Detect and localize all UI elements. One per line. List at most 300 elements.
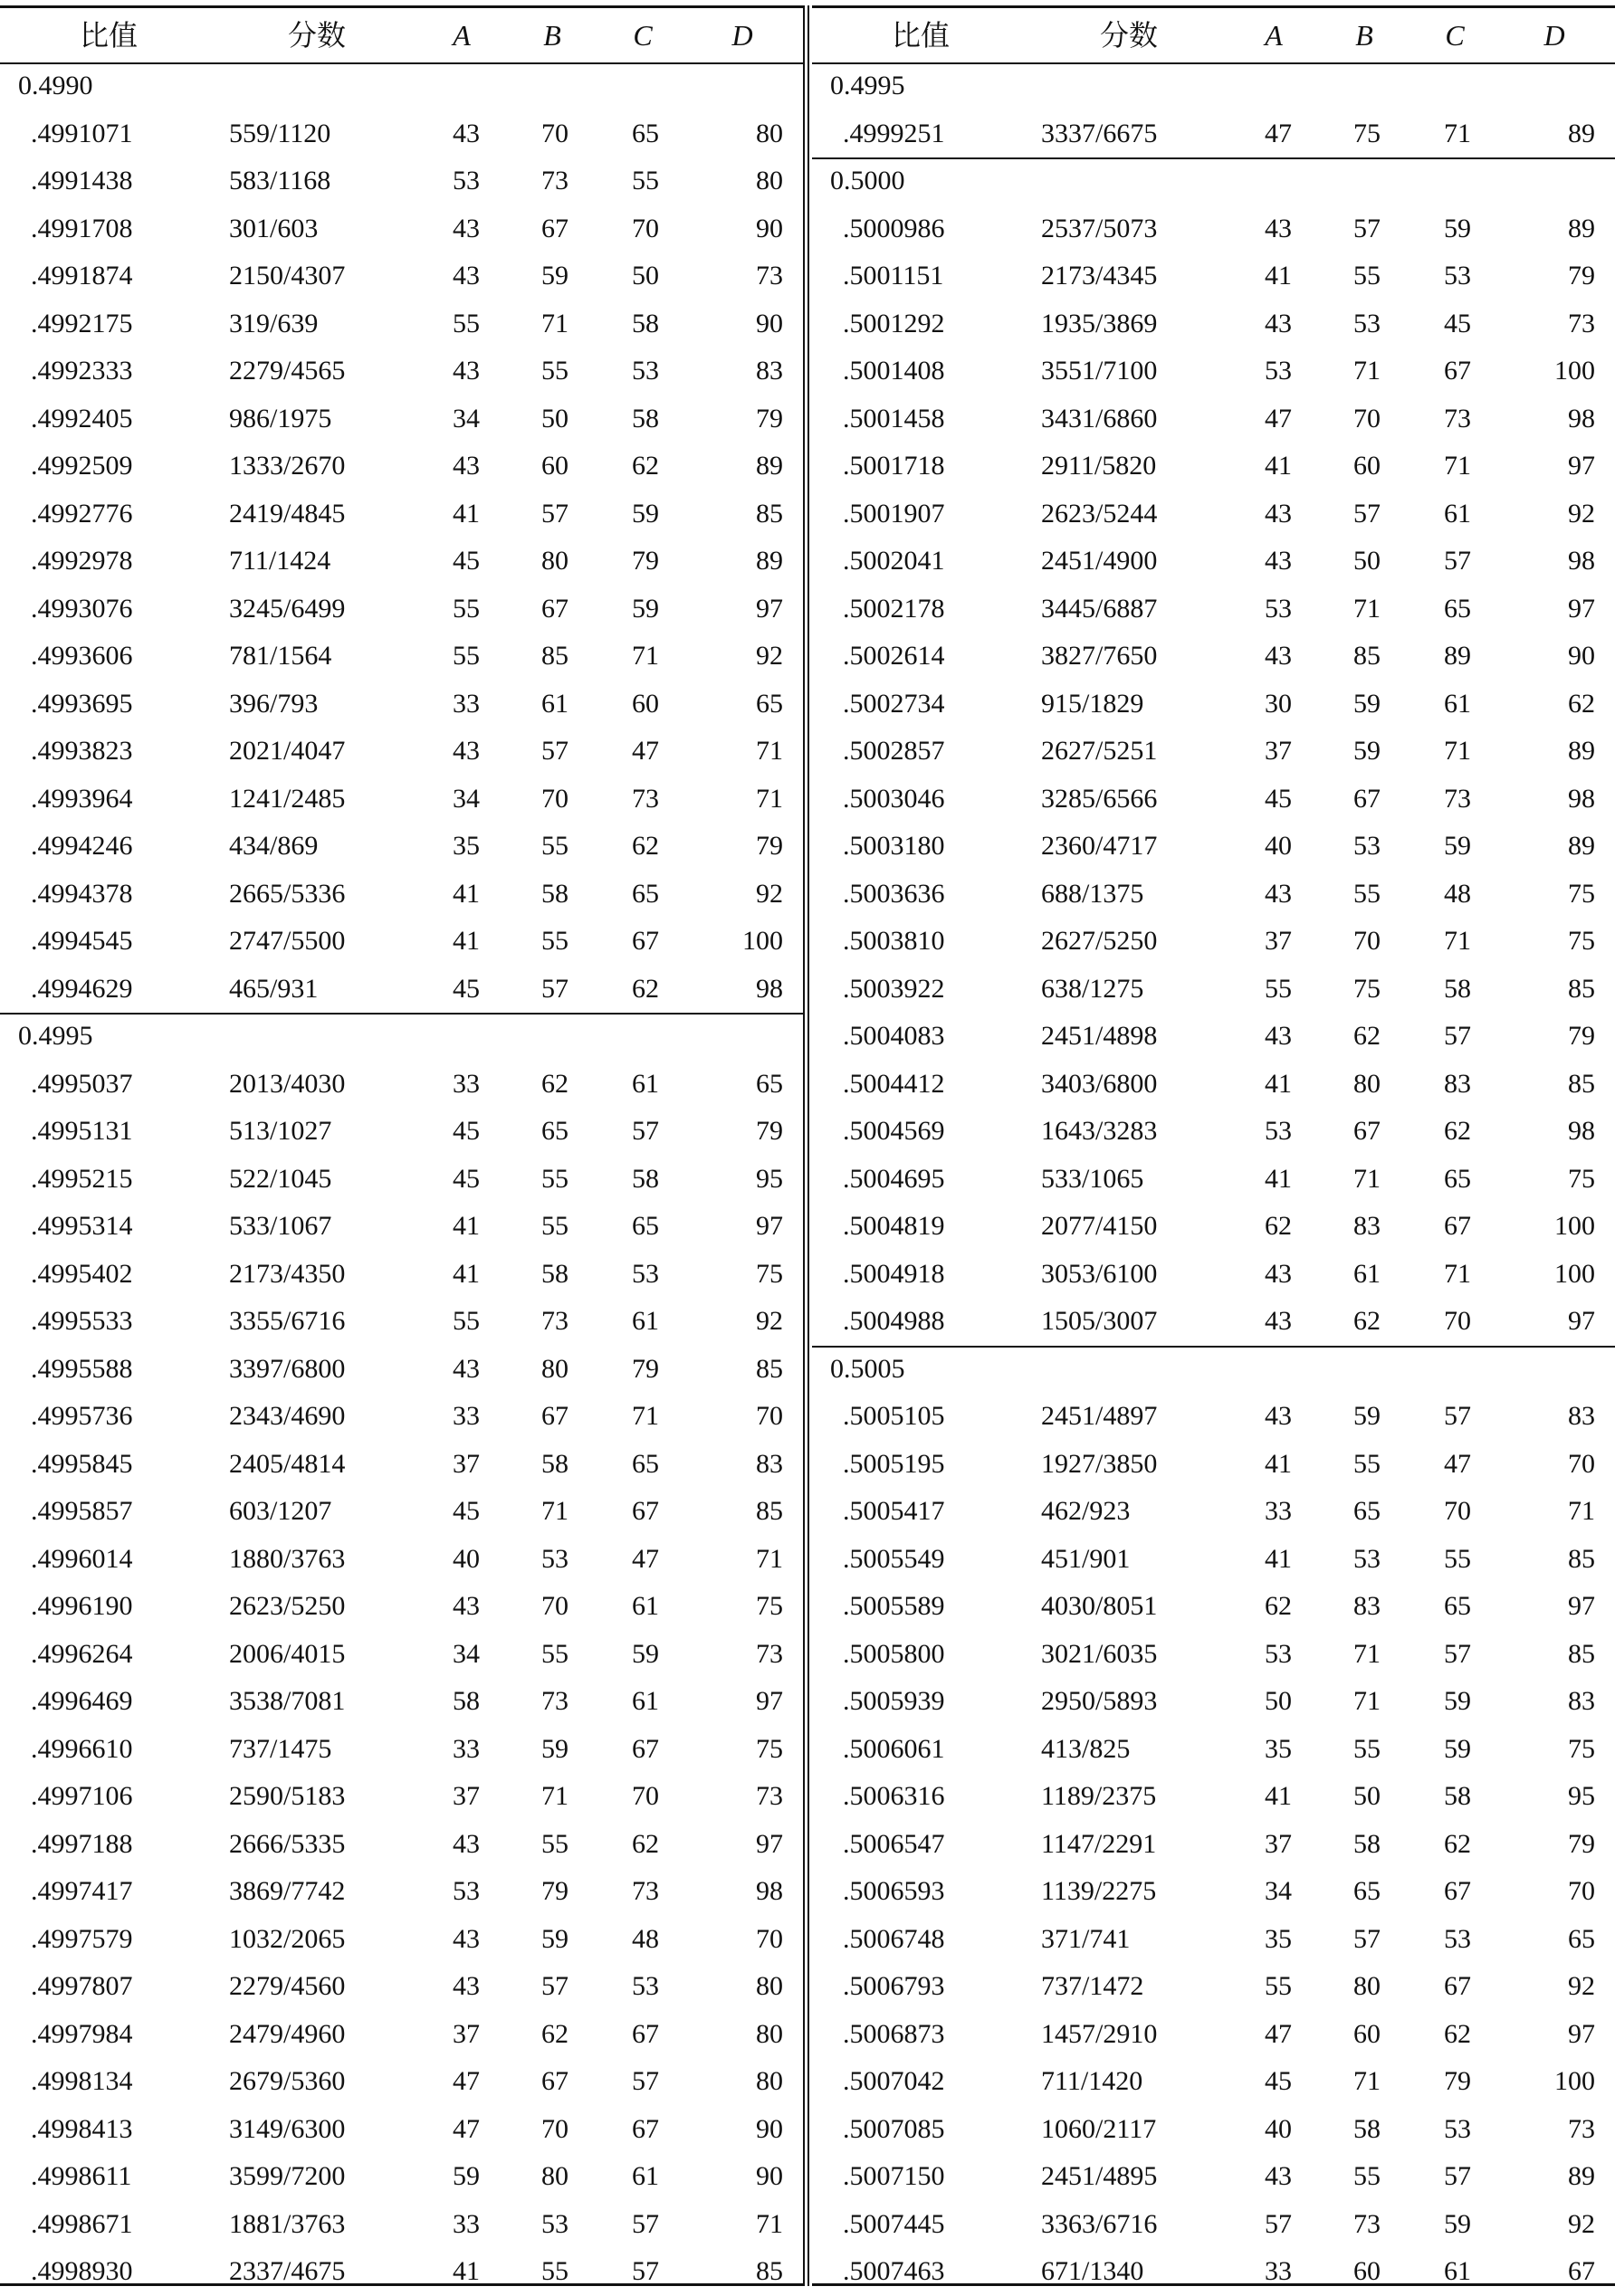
ratio-cell: .4992405 bbox=[31, 403, 133, 433]
table-row bbox=[812, 348, 1615, 395]
ratio-cell: .5002178 bbox=[843, 593, 945, 624]
ratio-cell: .4996190 bbox=[31, 1591, 133, 1621]
ratio-cell: .5003636 bbox=[843, 878, 945, 909]
ratio-cell: .4992978 bbox=[31, 546, 133, 576]
d-cell: 79 bbox=[756, 831, 783, 861]
d-cell: 80 bbox=[756, 1971, 783, 2001]
ratio-cell: .5001151 bbox=[843, 261, 944, 291]
table-row bbox=[812, 491, 1615, 538]
table-row bbox=[812, 1156, 1615, 1204]
table-row bbox=[812, 1631, 1615, 1679]
table-row bbox=[0, 1251, 803, 1299]
ratio-cell: .5006547 bbox=[843, 1828, 945, 1859]
ratio-cell: .5001292 bbox=[843, 308, 945, 338]
d-cell: 85 bbox=[1568, 1638, 1595, 1669]
a-cell: 34 bbox=[453, 783, 480, 814]
d-cell: 67 bbox=[1568, 2256, 1595, 2286]
d-cell: 65 bbox=[1568, 1923, 1595, 1954]
d-cell: 89 bbox=[756, 451, 783, 481]
d-cell: 97 bbox=[756, 593, 783, 624]
d-cell: 75 bbox=[1568, 926, 1595, 956]
a-cell: 41 bbox=[1265, 1781, 1292, 1811]
fraction-cell: 583/1168 bbox=[229, 166, 331, 195]
b-cell: 55 bbox=[541, 1638, 569, 1669]
d-cell: 80 bbox=[756, 2018, 783, 2049]
fraction-cell: 2021/4047 bbox=[229, 736, 346, 766]
a-cell: 41 bbox=[1265, 1448, 1292, 1479]
d-cell: 97 bbox=[1568, 2018, 1595, 2049]
a-cell: 33 bbox=[453, 1733, 480, 1764]
d-cell: 80 bbox=[756, 166, 783, 195]
c-cell: 62 bbox=[632, 973, 659, 1004]
table-row bbox=[0, 871, 803, 919]
a-cell: 43 bbox=[453, 1353, 480, 1384]
a-cell: 43 bbox=[1265, 1021, 1292, 1051]
fraction-cell: 1505/3007 bbox=[1041, 1306, 1158, 1336]
c-cell: 65 bbox=[1444, 593, 1471, 624]
table-row bbox=[812, 252, 1615, 300]
ratio-cell: .5006061 bbox=[843, 1733, 945, 1764]
ratio-cell: .5000986 bbox=[843, 213, 945, 243]
b-cell: 60 bbox=[1353, 451, 1381, 481]
b-cell: 58 bbox=[1353, 2113, 1381, 2144]
a-cell: 33 bbox=[1265, 1496, 1292, 1526]
a-cell: 43 bbox=[1265, 2161, 1292, 2191]
b-cell: 55 bbox=[541, 831, 569, 861]
fraction-cell: 3869/7742 bbox=[229, 1876, 346, 1906]
d-cell: 98 bbox=[756, 973, 783, 1004]
c-cell: 47 bbox=[632, 736, 659, 766]
d-cell: 73 bbox=[756, 1638, 783, 1669]
b-cell: 70 bbox=[1353, 403, 1381, 433]
ratio-cell: .5004569 bbox=[843, 1116, 945, 1146]
c-cell: 45 bbox=[1444, 308, 1471, 338]
c-cell: 65 bbox=[632, 118, 659, 148]
b-cell: 59 bbox=[541, 1923, 569, 1954]
fraction-cell: 2173/4345 bbox=[1041, 261, 1158, 291]
a-cell: 43 bbox=[1265, 213, 1292, 243]
b-cell: 59 bbox=[1353, 736, 1381, 766]
ratio-cell: .5007042 bbox=[843, 2066, 945, 2096]
c-cell: 57 bbox=[1444, 1021, 1471, 1051]
fraction-cell: 2451/4900 bbox=[1041, 546, 1158, 576]
ratio-cell: .5001408 bbox=[843, 356, 945, 386]
fraction-cell: 2279/4560 bbox=[229, 1971, 346, 2001]
ratio-cell: .5005800 bbox=[843, 1638, 945, 1669]
b-cell: 83 bbox=[1353, 1591, 1381, 1621]
ratio-cell: .5006593 bbox=[843, 1876, 945, 1906]
table-row bbox=[0, 491, 803, 538]
a-cell: 43 bbox=[1265, 641, 1292, 671]
a-cell: 43 bbox=[453, 451, 480, 481]
b-cell: 73 bbox=[541, 1306, 569, 1336]
fraction-cell: 4030/8051 bbox=[1041, 1591, 1158, 1621]
d-cell: 98 bbox=[1568, 403, 1595, 433]
a-cell: 43 bbox=[1265, 878, 1292, 909]
d-cell: 92 bbox=[1568, 498, 1595, 529]
table-row bbox=[0, 1726, 803, 1774]
table-row bbox=[0, 1298, 803, 1346]
c-cell: 67 bbox=[632, 1496, 659, 1526]
ratio-cell: .4997984 bbox=[31, 2018, 133, 2049]
d-cell: 89 bbox=[1568, 2161, 1595, 2191]
b-cell: 55 bbox=[541, 1211, 569, 1241]
table-row bbox=[0, 2106, 803, 2154]
header-a: A bbox=[453, 19, 471, 52]
table-row bbox=[0, 2248, 803, 2296]
ratio-cell: .5006793 bbox=[843, 1971, 945, 2001]
b-cell: 50 bbox=[1353, 1781, 1381, 1811]
d-cell: 79 bbox=[756, 403, 783, 433]
a-cell: 43 bbox=[453, 213, 480, 243]
a-cell: 34 bbox=[453, 403, 480, 433]
table-row bbox=[812, 633, 1615, 681]
table-row bbox=[812, 300, 1615, 348]
group-heading-row bbox=[0, 62, 803, 110]
b-cell: 58 bbox=[1353, 1828, 1381, 1859]
c-cell: 67 bbox=[632, 2018, 659, 2049]
d-cell: 100 bbox=[742, 926, 783, 956]
table-row bbox=[0, 157, 803, 205]
ratio-cell: .5004412 bbox=[843, 1068, 945, 1099]
header-d: D bbox=[1543, 19, 1565, 52]
table-row bbox=[0, 728, 803, 776]
b-cell: 71 bbox=[1353, 1638, 1381, 1669]
a-cell: 47 bbox=[1265, 118, 1292, 148]
c-cell: 62 bbox=[1444, 1116, 1471, 1146]
c-cell: 57 bbox=[632, 2208, 659, 2239]
ratio-cell: .4997807 bbox=[31, 1971, 133, 2001]
a-cell: 43 bbox=[1265, 498, 1292, 529]
d-cell: 73 bbox=[756, 1781, 783, 1811]
table-right-half bbox=[812, 5, 1615, 2286]
fraction-cell: 2666/5335 bbox=[229, 1828, 346, 1859]
table-row bbox=[0, 1346, 803, 1394]
header-ratio: 比值 bbox=[79, 19, 138, 52]
table-row bbox=[0, 443, 803, 491]
ratio-cell: .5007085 bbox=[843, 2113, 945, 2144]
d-cell: 100 bbox=[1554, 2066, 1595, 2096]
table-row bbox=[0, 2058, 803, 2106]
a-cell: 47 bbox=[453, 2113, 480, 2144]
a-cell: 37 bbox=[453, 1448, 480, 1479]
c-cell: 47 bbox=[1444, 1448, 1471, 1479]
fraction-cell: 2950/5893 bbox=[1041, 1686, 1158, 1716]
ratio-cell: .4991874 bbox=[31, 261, 133, 291]
fraction-cell: 1189/2375 bbox=[1041, 1781, 1157, 1811]
ratio-cell: .5004083 bbox=[843, 1021, 945, 1051]
c-cell: 70 bbox=[1444, 1306, 1471, 1336]
c-cell: 71 bbox=[1444, 736, 1471, 766]
fraction-cell: 559/1120 bbox=[229, 118, 331, 148]
c-cell: 57 bbox=[1444, 2161, 1471, 2191]
table-row bbox=[0, 1536, 803, 1584]
d-cell: 97 bbox=[756, 1211, 783, 1241]
ratio-cell: .4994246 bbox=[31, 831, 133, 861]
group-label: 0.4995 bbox=[830, 71, 905, 100]
a-cell: 40 bbox=[453, 1543, 480, 1574]
a-cell: 43 bbox=[453, 1923, 480, 1954]
ratio-cell: .5003046 bbox=[843, 783, 945, 814]
b-cell: 55 bbox=[1353, 2161, 1381, 2191]
b-cell: 73 bbox=[1353, 2208, 1381, 2239]
table-row bbox=[0, 300, 803, 348]
table-row bbox=[0, 1393, 803, 1441]
d-cell: 83 bbox=[756, 1448, 783, 1479]
a-cell: 45 bbox=[453, 973, 480, 1004]
a-cell: 53 bbox=[1265, 593, 1292, 624]
ratio-cell: .5001458 bbox=[843, 403, 945, 433]
c-cell: 55 bbox=[1444, 1543, 1471, 1574]
ratio-cell: .4996264 bbox=[31, 1638, 133, 1669]
d-cell: 71 bbox=[756, 736, 783, 766]
d-cell: 79 bbox=[1568, 1021, 1595, 1051]
b-cell: 67 bbox=[541, 593, 569, 624]
c-cell: 61 bbox=[1444, 688, 1471, 719]
table-row bbox=[812, 776, 1615, 824]
b-cell: 73 bbox=[541, 166, 569, 195]
fraction-cell: 533/1067 bbox=[229, 1211, 332, 1241]
ratio-cell: .4995037 bbox=[31, 1068, 133, 1099]
d-cell: 85 bbox=[1568, 973, 1595, 1004]
group-label: 0.5000 bbox=[830, 166, 905, 195]
fraction-cell: 3363/6716 bbox=[1041, 2208, 1158, 2239]
a-cell: 41 bbox=[453, 498, 480, 529]
a-cell: 41 bbox=[1265, 1068, 1292, 1099]
c-cell: 73 bbox=[632, 1876, 659, 1906]
table-row bbox=[0, 1631, 803, 1679]
b-cell: 70 bbox=[541, 2113, 569, 2144]
ratio-cell: .5005195 bbox=[843, 1448, 945, 1479]
bottom-rule bbox=[812, 2283, 1615, 2286]
c-cell: 65 bbox=[1444, 1163, 1471, 1194]
d-cell: 100 bbox=[1554, 356, 1595, 386]
b-cell: 57 bbox=[1353, 213, 1381, 243]
d-cell: 90 bbox=[756, 2161, 783, 2191]
fraction-cell: 915/1829 bbox=[1041, 688, 1144, 719]
group-heading-row bbox=[0, 1013, 803, 1061]
d-cell: 85 bbox=[1568, 1543, 1595, 1574]
fraction-cell: 638/1275 bbox=[1041, 973, 1144, 1004]
ratio-cell: .5006748 bbox=[843, 1923, 945, 1954]
fraction-cell: 711/1424 bbox=[229, 546, 331, 576]
ratio-cell: .4992776 bbox=[31, 498, 133, 529]
c-cell: 65 bbox=[632, 1448, 659, 1479]
d-cell: 92 bbox=[1568, 1971, 1595, 2001]
c-cell: 48 bbox=[1444, 878, 1471, 909]
table-row bbox=[812, 2058, 1615, 2106]
a-cell: 43 bbox=[453, 356, 480, 386]
b-cell: 71 bbox=[1353, 2066, 1381, 2096]
table-row bbox=[0, 2011, 803, 2059]
c-cell: 71 bbox=[632, 1401, 659, 1431]
fraction-cell: 513/1027 bbox=[229, 1116, 332, 1146]
b-cell: 75 bbox=[1353, 973, 1381, 1004]
table-row bbox=[812, 443, 1615, 491]
d-cell: 73 bbox=[1568, 2113, 1595, 2144]
d-cell: 97 bbox=[756, 1828, 783, 1859]
d-cell: 97 bbox=[1568, 1306, 1595, 1336]
c-cell: 73 bbox=[1444, 783, 1471, 814]
c-cell: 79 bbox=[1444, 2066, 1471, 2096]
d-cell: 73 bbox=[756, 261, 783, 291]
header-c: C bbox=[1445, 19, 1465, 52]
b-cell: 62 bbox=[1353, 1021, 1381, 1051]
b-cell: 71 bbox=[1353, 1163, 1381, 1194]
b-cell: 62 bbox=[541, 1068, 569, 1099]
table-row bbox=[0, 205, 803, 253]
d-cell: 73 bbox=[1568, 308, 1595, 338]
fraction-cell: 3599/7200 bbox=[229, 2161, 346, 2191]
fraction-cell: 2627/5250 bbox=[1041, 926, 1158, 956]
b-cell: 55 bbox=[541, 2256, 569, 2286]
b-cell: 59 bbox=[541, 261, 569, 291]
ratio-cell: .4996014 bbox=[31, 1543, 133, 1574]
c-cell: 73 bbox=[632, 783, 659, 814]
b-cell: 57 bbox=[541, 1971, 569, 2001]
table-row bbox=[0, 1488, 803, 1536]
d-cell: 90 bbox=[756, 308, 783, 338]
table-row bbox=[0, 1821, 803, 1869]
a-cell: 34 bbox=[1265, 1876, 1292, 1906]
c-cell: 48 bbox=[632, 1923, 659, 1954]
b-cell: 59 bbox=[541, 1733, 569, 1764]
table-row bbox=[812, 586, 1615, 634]
b-cell: 59 bbox=[1353, 688, 1381, 719]
d-cell: 90 bbox=[1568, 641, 1595, 671]
c-cell: 57 bbox=[632, 1116, 659, 1146]
ratio-cell: .4998611 bbox=[31, 2161, 132, 2191]
fraction-cell: 1333/2670 bbox=[229, 451, 346, 481]
fraction-cell: 3337/6675 bbox=[1041, 118, 1158, 148]
c-cell: 67 bbox=[1444, 1971, 1471, 2001]
table-row bbox=[812, 1678, 1615, 1726]
table-row bbox=[812, 1013, 1615, 1061]
table-row bbox=[0, 966, 803, 1015]
a-cell: 53 bbox=[1265, 1116, 1292, 1146]
b-cell: 83 bbox=[1353, 1211, 1381, 1241]
d-cell: 89 bbox=[1568, 213, 1595, 243]
fraction-cell: 2006/4015 bbox=[229, 1638, 346, 1669]
fraction-cell: 2590/5183 bbox=[229, 1781, 346, 1811]
fraction-cell: 396/793 bbox=[229, 688, 319, 719]
b-cell: 53 bbox=[1353, 1543, 1381, 1574]
table-row bbox=[812, 681, 1615, 729]
d-cell: 71 bbox=[756, 2208, 783, 2239]
table-row bbox=[0, 918, 803, 966]
fraction-cell: 688/1375 bbox=[1041, 878, 1144, 909]
fraction-cell: 2679/5360 bbox=[229, 2066, 346, 2096]
a-cell: 41 bbox=[1265, 451, 1292, 481]
b-cell: 67 bbox=[541, 1401, 569, 1431]
ratio-cell: .4992175 bbox=[31, 308, 133, 338]
ratio-cell: .5005939 bbox=[843, 1686, 945, 1716]
table-row bbox=[812, 1868, 1615, 1916]
table-row bbox=[0, 1773, 803, 1821]
d-cell: 92 bbox=[756, 878, 783, 909]
b-cell: 70 bbox=[541, 783, 569, 814]
a-cell: 62 bbox=[1265, 1211, 1292, 1241]
header-c: C bbox=[633, 19, 653, 52]
d-cell: 95 bbox=[1568, 1781, 1595, 1811]
c-cell: 59 bbox=[1444, 2208, 1471, 2239]
d-cell: 79 bbox=[1568, 1828, 1595, 1859]
table-row bbox=[0, 633, 803, 681]
fraction-cell: 2747/5500 bbox=[229, 926, 346, 956]
ratio-cell: .5006316 bbox=[843, 1781, 945, 1811]
b-cell: 71 bbox=[1353, 593, 1381, 624]
header-d: D bbox=[731, 19, 753, 52]
table-row bbox=[812, 1251, 1615, 1299]
d-cell: 62 bbox=[1568, 688, 1595, 719]
a-cell: 33 bbox=[453, 688, 480, 719]
b-cell: 67 bbox=[541, 213, 569, 243]
c-cell: 89 bbox=[1444, 641, 1471, 671]
fraction-cell: 434/869 bbox=[229, 831, 319, 861]
fraction-cell: 3285/6566 bbox=[1041, 783, 1158, 814]
c-cell: 70 bbox=[1444, 1496, 1471, 1526]
d-cell: 65 bbox=[756, 688, 783, 719]
table-row bbox=[0, 110, 803, 158]
ratio-cell: .4991071 bbox=[31, 118, 133, 148]
c-cell: 59 bbox=[632, 593, 659, 624]
ratio-cell: .4997106 bbox=[31, 1781, 133, 1811]
ratio-cell: .5007445 bbox=[843, 2208, 945, 2239]
b-cell: 50 bbox=[541, 403, 569, 433]
d-cell: 92 bbox=[1568, 2208, 1595, 2239]
b-cell: 85 bbox=[1353, 641, 1381, 671]
a-cell: 55 bbox=[453, 593, 480, 624]
c-cell: 59 bbox=[1444, 1686, 1471, 1716]
fraction-cell: 1935/3869 bbox=[1041, 308, 1158, 338]
a-cell: 40 bbox=[1265, 831, 1292, 861]
b-cell: 65 bbox=[1353, 1876, 1381, 1906]
c-cell: 58 bbox=[632, 1163, 659, 1194]
c-cell: 55 bbox=[632, 166, 659, 195]
table-row bbox=[812, 1916, 1615, 1964]
b-cell: 57 bbox=[541, 736, 569, 766]
table-row bbox=[0, 586, 803, 634]
table-row bbox=[812, 728, 1615, 776]
ratio-cell: .4993823 bbox=[31, 736, 133, 766]
fraction-cell: 986/1975 bbox=[229, 403, 332, 433]
table-left-half bbox=[0, 5, 803, 2286]
ratio-cell: .4998134 bbox=[31, 2066, 133, 2096]
table-row bbox=[0, 1108, 803, 1156]
c-cell: 67 bbox=[632, 2113, 659, 2144]
b-cell: 75 bbox=[1353, 118, 1381, 148]
a-cell: 45 bbox=[453, 1116, 480, 1146]
d-cell: 75 bbox=[1568, 1733, 1595, 1764]
ratio-cell: .4997188 bbox=[31, 1828, 133, 1859]
fraction-cell: 1881/3763 bbox=[229, 2208, 346, 2239]
ratio-cell: .5002857 bbox=[843, 736, 945, 766]
d-cell: 85 bbox=[756, 1496, 783, 1526]
d-cell: 80 bbox=[756, 2066, 783, 2096]
fraction-cell: 2343/4690 bbox=[229, 1401, 346, 1431]
d-cell: 80 bbox=[756, 118, 783, 148]
table-row bbox=[0, 823, 803, 871]
fraction-cell: 465/931 bbox=[229, 973, 319, 1004]
c-cell: 59 bbox=[1444, 831, 1471, 861]
c-cell: 53 bbox=[632, 356, 659, 386]
c-cell: 57 bbox=[632, 2256, 659, 2286]
a-cell: 50 bbox=[1265, 1686, 1292, 1716]
b-cell: 62 bbox=[1353, 1306, 1381, 1336]
b-cell: 58 bbox=[541, 878, 569, 909]
c-cell: 62 bbox=[1444, 1828, 1471, 1859]
a-cell: 40 bbox=[1265, 2113, 1292, 2144]
